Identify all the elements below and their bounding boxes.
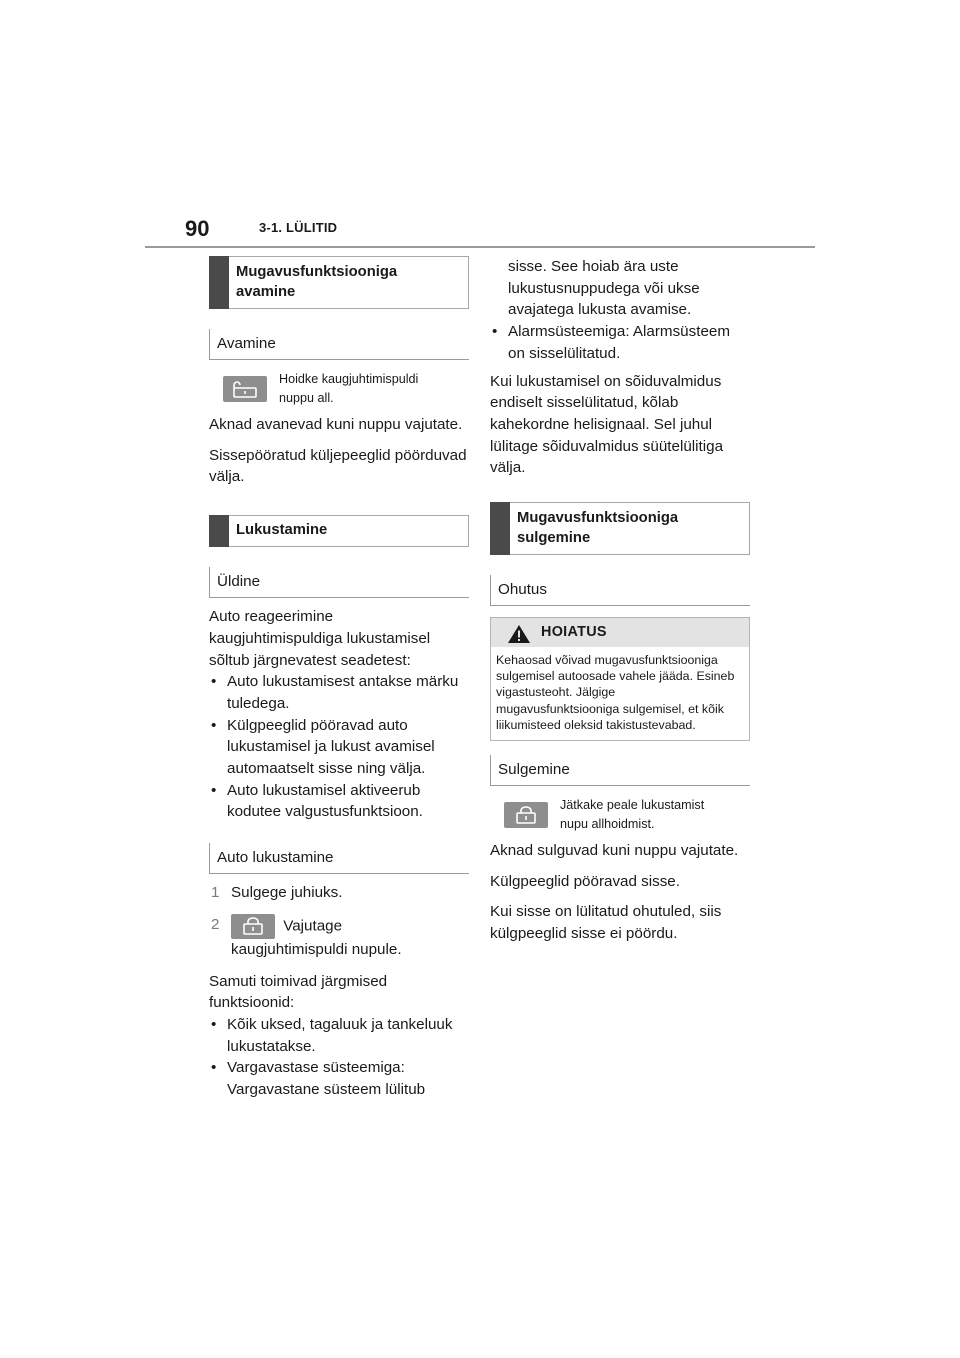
unlock-icon: [230, 380, 260, 398]
step-text: Vajutage: [283, 917, 343, 935]
subheading-open: Avamine: [209, 329, 469, 360]
heading-comfort-close: Mugavusfunktsiooniga sulgemine: [490, 502, 750, 555]
general-bullet-list: [209, 671, 469, 823]
step-number: 1: [211, 884, 220, 902]
left-column: [209, 256, 469, 1101]
lock-key-button: [504, 802, 548, 828]
step-text-continued: kaugjuhtimispuldi nupule.: [231, 940, 402, 958]
page-number: 90: [185, 216, 210, 241]
also-intro: Samuti toimivad järgmised funktsioonid:: [209, 972, 388, 1012]
list-item: • Vargavastase süsteemiga: Vargavastane süsteem lülitub: [209, 1057, 469, 1100]
subheading-close: Sulgemine: [490, 755, 750, 786]
list-item: • Külgpeeglid pööravad auto lukustamisel ja lukust avamisel automaatselt sisse ning välja.: [209, 715, 469, 780]
open-key-caption: Hoidke kaugjuhtimispuldi nuppu all.: [279, 372, 419, 405]
alarm-bullet-list: [490, 321, 750, 364]
lock-icon: [513, 806, 539, 824]
open-paragraph-1: Aknad avanevad kuni nuppu vajutate.: [209, 416, 463, 433]
subheading-auto-lock: Auto lukustamine: [209, 843, 469, 874]
open-key-row: [209, 360, 469, 406]
right-column: [490, 256, 750, 954]
step-1: [209, 882, 469, 904]
page-header: [145, 212, 815, 248]
open-paragraph-2: Sissepööratud küljepeeglid pöörduvad välja.: [209, 446, 467, 486]
list-item: • Kõik uksed, tagaluuk ja tankeluuk lukustatakse.: [209, 1014, 469, 1057]
close-key-caption: Jätkake peale lukustamist nupu allhoidmist.: [560, 798, 705, 832]
step-number: 2: [211, 915, 220, 933]
lock-key-button: [231, 914, 275, 939]
unlock-key-button: [223, 376, 267, 402]
lock-icon: [240, 917, 266, 935]
heading-lock: Lukustamine: [209, 515, 469, 547]
close-key-row: [490, 786, 750, 832]
step-2: [209, 914, 469, 961]
warning-text: Kehaosad võivad mugavusfunktsiooniga sulgemisel autoosade vahele jääda. Esineb vigastusteoht. Jälgige mugavusfunktsiooniga sulgemisel, et kõik liikumisteed oleksid takistustevabad.: [496, 653, 735, 732]
also-bullet-list: [209, 1014, 469, 1101]
warning-header: [491, 618, 749, 647]
subheading-general: Üldine: [209, 567, 469, 598]
close-paragraph-1: Aknad sulguvad kuni nuppu vajutate.: [490, 842, 739, 860]
warning-box: [490, 617, 750, 741]
section-title: 3-1. LÜLITID: [259, 220, 338, 235]
warning-title: HOIATUS: [541, 624, 607, 641]
close-paragraph-3: Kui sisse on lülitatud ohutuled, siis külgpeeglid sisse ei pöördu.: [490, 903, 722, 943]
continued-text: sisse. See hoiab ära uste lukustusnuppudega või ukse avajatega lukusta avamise.: [508, 258, 700, 319]
list-item: • Alarmsüsteemiga: Alarmsüsteem on sisselülitatud.: [490, 321, 750, 364]
list-item: • Auto lukustamisel aktiveerub kodutee valgustusfunktsioon.: [209, 780, 469, 823]
subheading-safety: Ohutus: [490, 575, 750, 606]
heading-comfort-open: Mugavusfunktsiooniga avamine: [209, 256, 469, 309]
close-paragraph-2: Külgpeeglid pööravad sisse.: [490, 872, 680, 890]
list-item: • Auto lukustamisest antakse märku tuledega.: [209, 671, 469, 714]
general-intro: Auto reageerimine kaugjuhtimispuldiga lukustamisel sõltub järgnevatest seadetest:: [209, 608, 431, 669]
readiness-paragraph: Kui lukustamisel on sõiduvalmidus endiselt sisselülitatud, kõlab kahekordne helisignaal. Sel juhul lülitage sõiduvalmidus süütelülitiga välja.: [490, 372, 724, 477]
step-text: Sulgege juhiuks.: [231, 884, 343, 902]
warning-triangle-icon: [507, 624, 531, 644]
